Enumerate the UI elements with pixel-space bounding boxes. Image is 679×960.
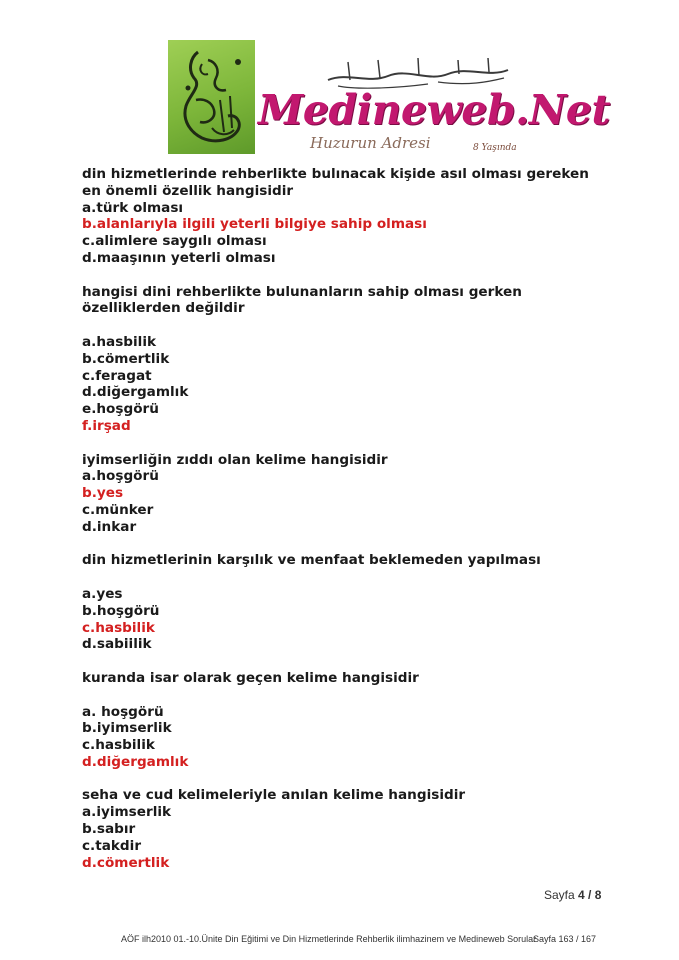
question-block bbox=[82, 552, 622, 653]
answer-option: a.türk olması bbox=[82, 199, 184, 216]
answer-option: c.hasbilik bbox=[82, 737, 155, 754]
question-text: seha ve cud kelimeleriyle anılan kelime hangisidir bbox=[82, 787, 466, 804]
page-separator: / bbox=[584, 888, 595, 902]
answer-option: c.alimlere saygılı olması bbox=[82, 233, 267, 250]
page-label: Sayfa bbox=[544, 888, 575, 902]
question-text: en önemli özellik hangisidir bbox=[82, 182, 294, 199]
question-block bbox=[82, 166, 622, 267]
answer-option: d.maaşının yeterli olması bbox=[82, 249, 276, 266]
footer-note: AÖF ilh2010 01.-10.Ünite Din Eğitimi ve Din Hizmetlerinde Rehberlik ilimhazinem ve Medineweb Sorular bbox=[121, 934, 537, 944]
answer-option: a.iyimserlik bbox=[82, 804, 172, 821]
page-total: 8 bbox=[594, 888, 602, 902]
answer-option: b.sabır bbox=[82, 821, 136, 838]
correct-answer-option: f.irşad bbox=[82, 417, 131, 434]
correct-answer-option: b.alanlarıyla ilgili yeterli bilgiye sahip olması bbox=[82, 216, 427, 233]
correct-answer-option: d.diğergamlık bbox=[82, 753, 189, 770]
footer-page-overlay: Sayfa 163 / 167 bbox=[533, 934, 597, 944]
correct-answer-option: d.cömertlik bbox=[82, 854, 170, 871]
question-text: özelliklerden değildir bbox=[82, 300, 245, 317]
correct-answer-option: b.yes bbox=[82, 485, 124, 502]
question-block bbox=[82, 452, 622, 536]
question-text: iyimserliğin zıddı olan kelime hangisidir bbox=[82, 451, 388, 468]
answer-option: b.iyimserlik bbox=[82, 720, 172, 737]
question-block bbox=[82, 787, 622, 871]
question-block bbox=[82, 670, 622, 771]
answer-option: e.hoşgörü bbox=[82, 401, 159, 418]
answer-option: d.sabiilik bbox=[82, 636, 152, 653]
question-text: din hizmetlerinde rehberlikte bulınacak kişide asıl olması gereken bbox=[82, 166, 589, 182]
question-block bbox=[82, 284, 622, 435]
calligraphy-icon bbox=[168, 40, 255, 154]
site-header bbox=[168, 38, 610, 158]
brand-tagline: Huzurun Adresi bbox=[310, 134, 431, 152]
page-number bbox=[544, 888, 601, 902]
question-text: hangisi dini rehberlikte bulunanların sahip olması gerken bbox=[82, 283, 522, 300]
page-current: 4 bbox=[578, 888, 585, 902]
calligraphy-logo bbox=[168, 40, 255, 154]
answer-option: d.inkar bbox=[82, 518, 137, 535]
answer-option: a.hoşgörü bbox=[82, 468, 159, 485]
answer-option: c.münker bbox=[82, 501, 154, 518]
answer-option: a. hoşgörü bbox=[82, 703, 164, 720]
question-text: din hizmetlerinin karşılık ve menfaat beklemeden yapılması bbox=[82, 552, 541, 569]
age-badge: 8 Yaşında bbox=[473, 143, 517, 153]
answer-option: b.hoşgörü bbox=[82, 602, 160, 619]
answer-option: a.hasbilik bbox=[82, 333, 157, 350]
answer-option: d.diğergamlık bbox=[82, 384, 189, 401]
answer-option: c.feragat bbox=[82, 367, 152, 384]
answer-option: a.yes bbox=[82, 585, 123, 602]
brand-logo-text: Medineweb.Net bbox=[258, 86, 610, 134]
answer-option: b.cömertlik bbox=[82, 350, 170, 367]
correct-answer-option: c.hasbilik bbox=[82, 619, 155, 636]
quiz-content bbox=[82, 166, 622, 871]
question-text: kuranda isar olarak geçen kelime hangisidir bbox=[82, 669, 419, 686]
answer-option: c.takdir bbox=[82, 837, 142, 854]
